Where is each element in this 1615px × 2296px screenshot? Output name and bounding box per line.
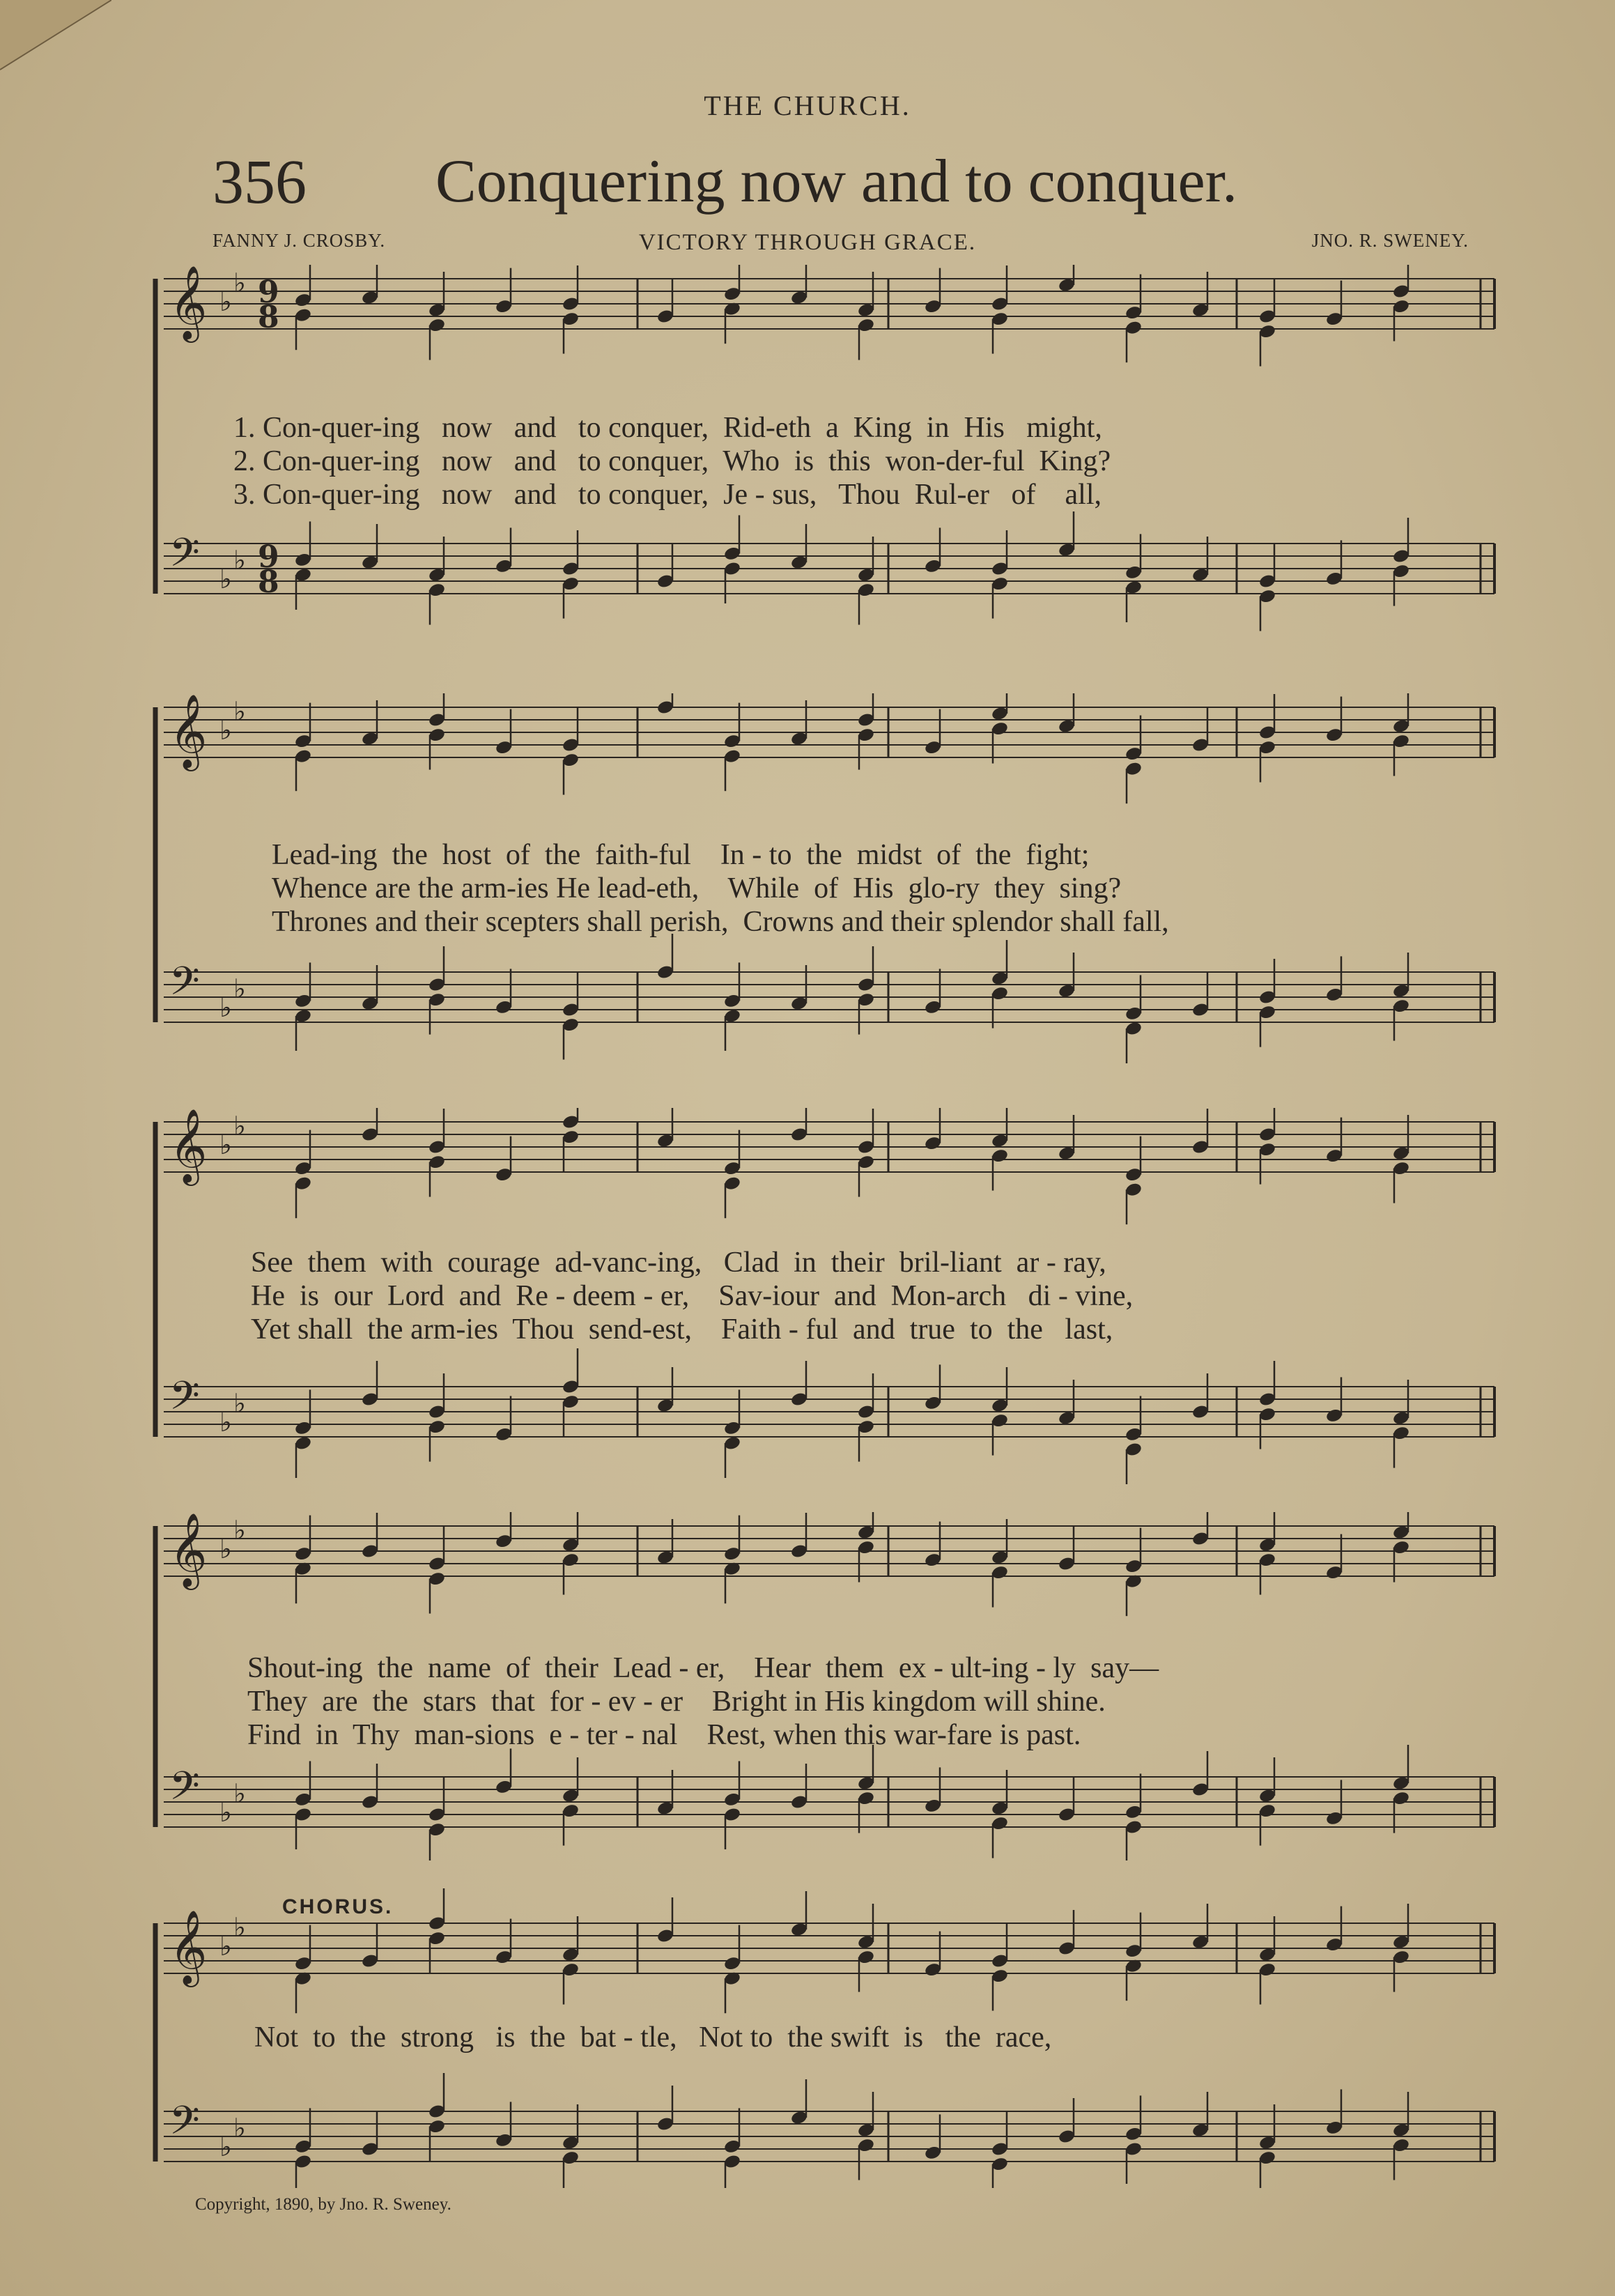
lyric-line: See them with courage ad-vanc-ing, Clad in their bril-liant ar - ray, <box>251 1247 1106 1279</box>
music-system-4 <box>150 1512 1508 1860</box>
flat-sign-icon: ♭ <box>219 564 232 594</box>
flat-sign-icon: ♭ <box>219 1407 232 1438</box>
treble-clef-icon: 𝄞 <box>169 265 208 339</box>
flat-sign-icon: ♭ <box>233 1515 246 1546</box>
flat-sign-icon: ♭ <box>233 2113 246 2143</box>
flat-sign-icon: ♭ <box>219 2132 232 2162</box>
bass-clef-icon: 𝄢 <box>169 1764 200 1819</box>
chorus-label: CHORUS. <box>282 1895 394 1918</box>
music-system-2 <box>150 693 1508 1084</box>
flat-sign-icon: ♭ <box>233 1111 246 1141</box>
flat-sign-icon: ♭ <box>233 268 246 298</box>
lyric-line: They are the stars that for - ev - er Bright in His kingdom will shine. <box>247 1686 1106 1718</box>
hymn-number: 356 <box>212 148 307 217</box>
music-system-3 <box>150 1108 1508 1498</box>
bass-clef-icon: 𝄢 <box>169 1373 200 1429</box>
copyright-notice: Copyright, 1890, by Jno. R. Sweney. <box>195 2195 451 2214</box>
running-head: THE CHURCH. <box>704 90 911 121</box>
flat-sign-icon: ♭ <box>233 1912 246 1943</box>
lyric-line: Lead-ing the host of the faith-ful In - to the midst of the fight; <box>272 839 1090 871</box>
flat-sign-icon: ♭ <box>219 1931 232 1962</box>
flat-sign-icon: ♭ <box>219 1797 232 1828</box>
lyric-line: Whence are the arm-ies He lead-eth, While of His glo-ry they sing? <box>272 872 1122 904</box>
time-signature-denominator: 8 <box>258 564 279 601</box>
lyric-line: Shout-ing the name of their Lead - er, Hear them ex - ult-ing - ly say— <box>247 1652 1159 1684</box>
flat-sign-icon: ♭ <box>233 1388 246 1419</box>
lyric-line: 1. Con-quer-ing now and to conquer, Rid-eth a King in His might, <box>233 412 1102 444</box>
flat-sign-icon: ♭ <box>219 992 232 1023</box>
treble-clef-icon: 𝄞 <box>169 1909 208 1984</box>
treble-clef-icon: 𝄞 <box>169 693 208 768</box>
treble-clef-icon: 𝄞 <box>169 1108 208 1182</box>
lyric-line: Thrones and their scepters shall perish, Crowns and their splendor shall fall, <box>272 906 1169 938</box>
tune-subtitle: VICTORY THROUGH GRACE. <box>638 230 977 255</box>
flat-sign-icon: ♭ <box>219 1534 232 1564</box>
bass-clef-icon: 𝄢 <box>169 959 200 1015</box>
lyric-line: 3. Con-quer-ing now and to conquer, Je - sus, Thou Rul-er of all, <box>233 479 1102 511</box>
flat-sign-icon: ♭ <box>233 696 246 727</box>
bass-clef-icon: 𝄢 <box>169 530 200 586</box>
flat-sign-icon: ♭ <box>233 1778 246 1809</box>
time-signature-denominator: 8 <box>258 300 279 336</box>
hymn-title: Conquering now and to conquer. <box>435 148 1238 215</box>
music-system-chorus <box>150 1888 1508 2188</box>
lyric-line: 2. Con-quer-ing now and to conquer, Who is this won-der-ful King? <box>233 445 1111 477</box>
time-signature-numerator: 9 <box>258 275 279 311</box>
lyric-line: He is our Lord and Re - deem - er, Sav-iour and Mon-arch di - vine, <box>251 1280 1134 1312</box>
lyric-line: Find in Thy man-sions e - ter - nal Rest, when this war-fare is past. <box>247 1719 1081 1751</box>
author-credit: FANNY J. CROSBY. <box>212 230 386 251</box>
lyric-line: Yet shall the arm-ies Thou send-est, Faith - ful and true to the last, <box>251 1313 1113 1346</box>
flat-sign-icon: ♭ <box>233 973 246 1004</box>
composer-credit: JNO. R. SWENEY. <box>1311 230 1469 251</box>
flat-sign-icon: ♭ <box>219 286 232 317</box>
folded-corner <box>0 0 111 84</box>
music-system-1 <box>150 265 1508 655</box>
flat-sign-icon: ♭ <box>219 715 232 746</box>
flat-sign-icon: ♭ <box>219 1130 232 1160</box>
bass-clef-icon: 𝄢 <box>169 2098 200 2154</box>
treble-clef-icon: 𝄞 <box>169 1512 208 1587</box>
time-signature-numerator: 9 <box>258 539 279 576</box>
flat-sign-icon: ♭ <box>233 545 246 576</box>
lyric-line: Not to the strong is the bat - tle, Not to the swift is the race, <box>254 2021 1052 2054</box>
